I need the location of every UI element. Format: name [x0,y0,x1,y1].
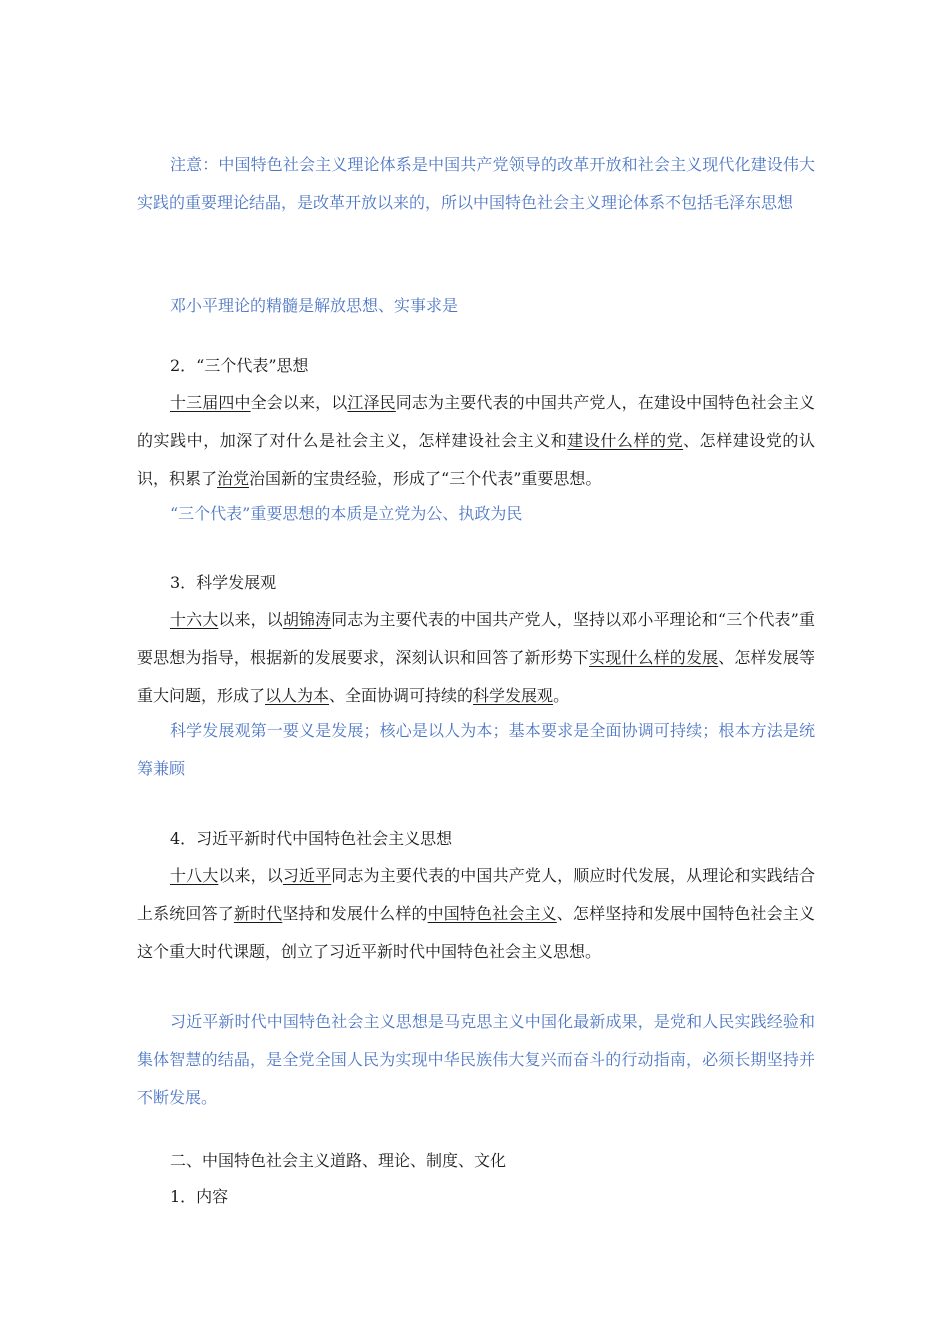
note-deng-theory [137,287,815,325]
underlined-term: 胡锦涛 [282,610,332,629]
section-body [137,857,815,971]
text-run: 以来，以 [218,610,283,629]
text-run: 同志为主要代表的中国共产党人，坚持以邓小平理论和“三个代表”重要思想为指导，根据新的发展要求，深刻认识和回答了新形势下 [137,610,815,667]
underlined-term: 治党 [217,469,250,488]
text-run: 、怎样建设党的认识，积累了 [137,431,815,488]
section-body [137,601,815,715]
note-xi-thought [137,1003,815,1117]
underlined-term: 实现什么样的发展 [589,648,719,667]
section-heading: 2．“三个代表”思想 [170,356,309,375]
section-note: 科学发展观第一要义是发展；核心是以人为本；基本要求是全面协调可持续；根本方法是统筹兼顾 [137,721,815,778]
note-theory-system [137,146,815,222]
underlined-term: 十三届四中 [170,393,251,412]
text-run: 坚持和发展什么样的 [282,904,428,923]
part-heading: 二、中国特色社会主义道路、理论、制度、文化 [170,1151,507,1170]
underlined-term: 科学发展观 [473,686,554,705]
part-two [137,1149,815,1209]
text-run: 、全面协调可持续的 [329,686,474,705]
underlined-term: 习近平 [282,866,332,885]
text-run: 治国新的宝贵经验，形成了“三个代表”重要思想。 [249,469,602,488]
underlined-term: 建设什么样的党 [567,431,684,450]
section-three-represents [137,354,815,526]
section-scientific-outlook [137,571,815,788]
underlined-term: 十八大 [170,866,219,885]
text-run: 同志为主要代表的中国共产党人，在建设中国特色社会主义的实践中，加深了对什么是社会主义，怎样建设社会主义和 [137,393,815,450]
underlined-term: 以人为本 [265,686,330,705]
section-heading: 3．科学发展观 [170,573,277,592]
underlined-term: 十六大 [170,610,219,629]
section-xi-thought [137,827,815,971]
section-body [137,384,815,498]
note-theory-system-text: 注意：中国特色社会主义理论体系是中国共产党领导的改革开放和社会主义现代化建设伟大实践的重要理论结晶，是改革开放以来的，所以中国特色社会主义理论体系不包括毛泽东思想 [137,155,815,212]
note-deng-theory-text: 邓小平理论的精髓是解放思想、实事求是 [170,296,459,315]
text-run: 、怎样发展等重大问题，形成了 [137,648,815,705]
text-run: 以来，以 [218,866,283,885]
text-run: 同志为主要代表的中国共产党人，顺应时代发展，从理论和实践结合上系统回答了 [137,866,815,923]
text-run: 。 [553,686,570,705]
underlined-term: 中国特色社会主义 [427,904,557,923]
part-subheading: 1．内容 [170,1187,229,1206]
underlined-term: 江泽民 [347,393,396,412]
underlined-term: 新时代 [233,904,283,923]
note-xi-thought-text: 习近平新时代中国特色社会主义思想是马克思主义中国化最新成果，是党和人民实践经验和集体智慧的结晶，是全党全国人民为实现中华民族伟大复兴而奋斗的行动指南，必须长期坚持并不断发展。 [137,1012,815,1107]
section-heading: 4．习近平新时代中国特色社会主义思想 [170,829,453,848]
text-run: 、怎样坚持和发展中国特色社会主义这个重大时代课题，创立了习近平新时代中国特色社会主义思想。 [137,904,815,961]
section-note: “三个代表”重要思想的本质是立党为公、执政为民 [170,504,523,523]
text-run: 全会以来，以 [250,393,348,412]
